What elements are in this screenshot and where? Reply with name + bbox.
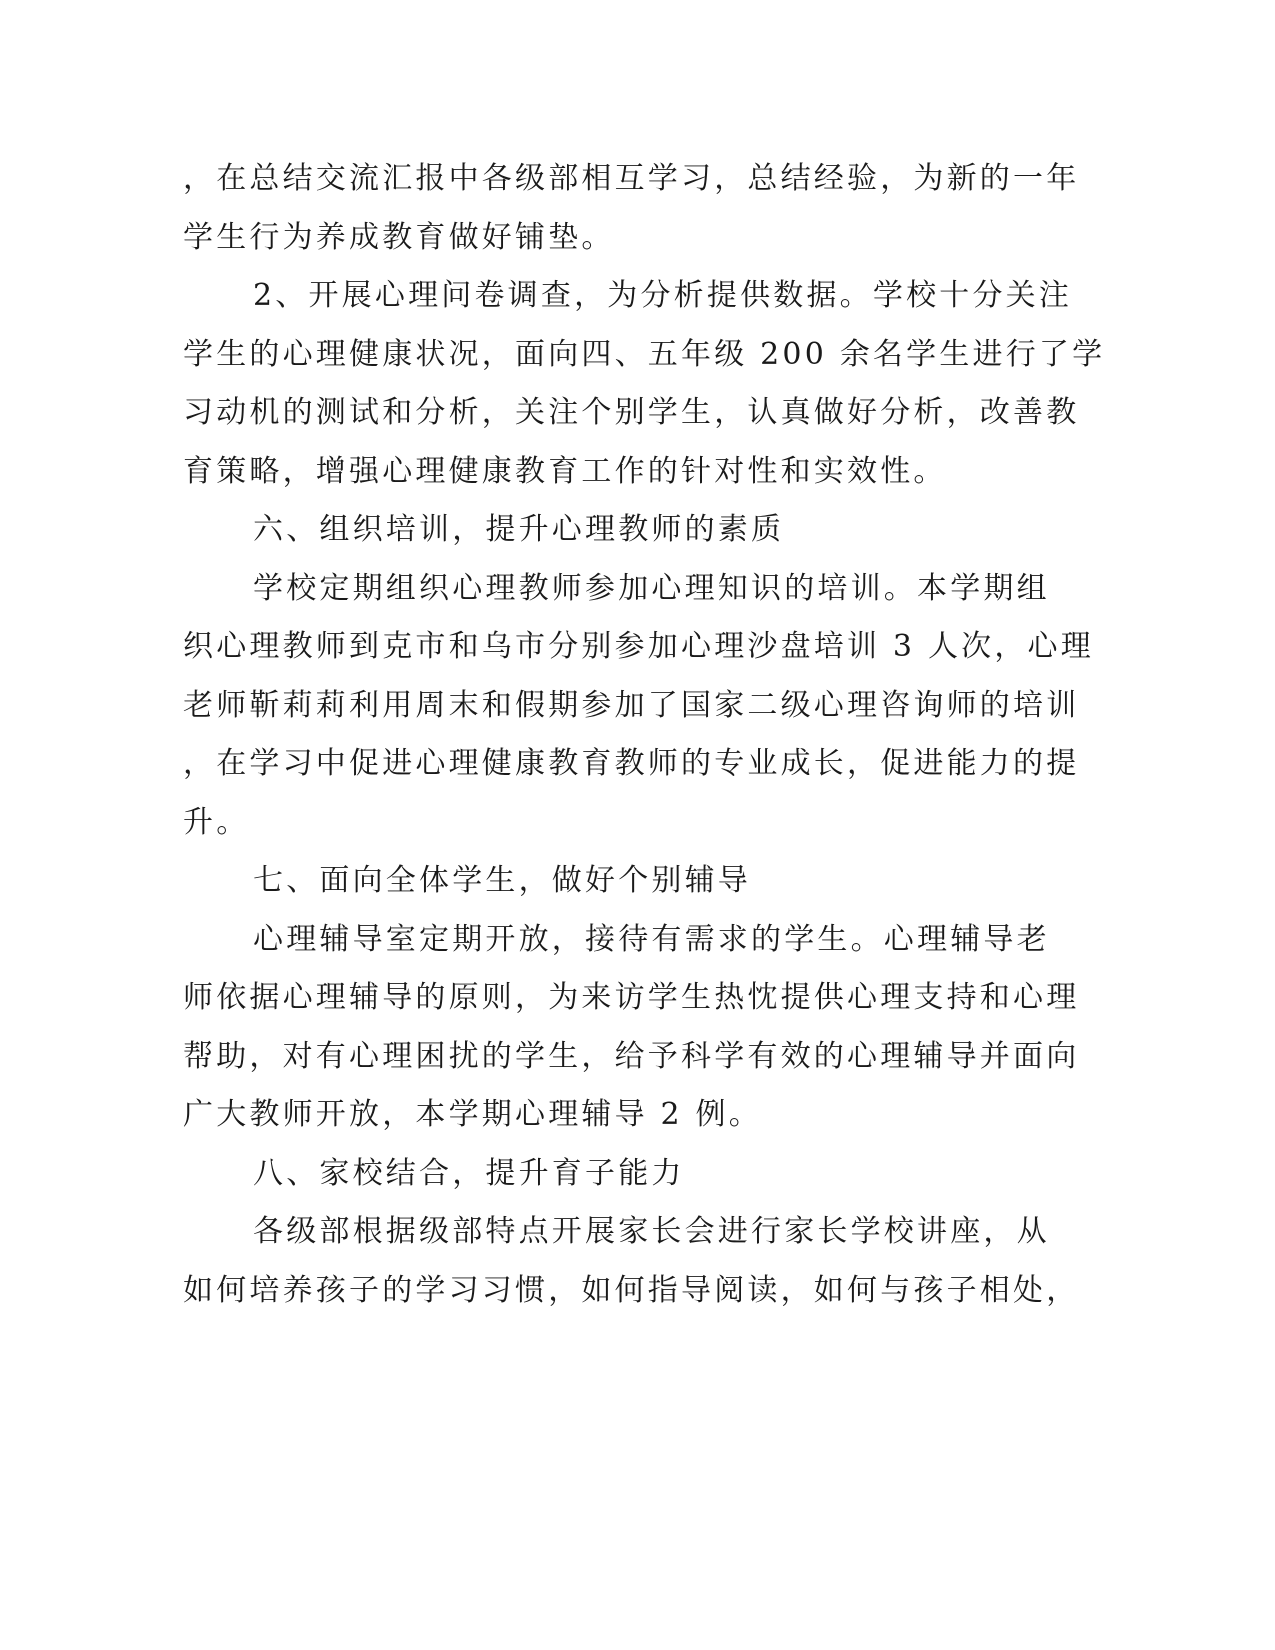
section-heading: 七、面向全体学生，做好个别辅导 <box>253 863 751 898</box>
paragraph-line: 帮助，对有心理困扰的学生，给予科学有效的心理辅导并面向 <box>183 1038 1080 1074</box>
section-heading: 六、组织培训，提升心理教师的素质 <box>253 512 785 547</box>
paragraph-line: 学生的心理健康状况，面向四、五年级 200 余名学生进行了学 <box>183 336 1106 372</box>
paragraph-line: ，在总结交流汇报中各级部相互学习，总结经验，为新的一年 <box>183 161 1080 196</box>
paragraph-line: 心理辅导室定期开放，接待有需求的学生。心理辅导老 <box>253 921 1050 957</box>
paragraph-line: 习动机的测试和分析，关注个别学生，认真做好分析，改善教 <box>183 395 1080 430</box>
paragraph-line: 2、开展心理问卷调查，为分析提供数据。学校十分关注 <box>253 278 1073 313</box>
paragraph-line: 育策略，增强心理健康教育工作的针对性和实效性。 <box>183 453 947 489</box>
paragraph-line: 学校定期组织心理教师参加心理知识的培训。本学期组 <box>253 570 1050 606</box>
document-body <box>183 150 1106 1320</box>
paragraph-line: 织心理教师到克市和乌市分别参加心理沙盘培训 3 人次，心理 <box>183 629 1094 664</box>
paragraph-line: 广大教师开放，本学期心理辅导 2 例。 <box>183 1097 762 1132</box>
section-heading: 八、家校结合，提升育子能力 <box>253 1155 685 1191</box>
paragraph-line: 升。 <box>183 804 250 840</box>
paragraph-line: ，在学习中促进心理健康教育教师的专业成长，促进能力的提 <box>183 746 1080 781</box>
paragraph-line: 如何培养孩子的学习习惯，如何指导阅读，如何与孩子相处， <box>183 1272 1080 1308</box>
paragraph-line: 师依据心理辅导的原则，为来访学生热忱提供心理支持和心理 <box>183 980 1080 1015</box>
paragraph-line: 各级部根据级部特点开展家长会进行家长学校讲座，从 <box>253 1214 1050 1249</box>
paragraph-line: 学生行为养成教育做好铺垫。 <box>183 219 615 255</box>
paragraph-line: 老师靳莉莉利用周末和假期参加了国家二级心理咨询师的培训 <box>183 687 1080 723</box>
